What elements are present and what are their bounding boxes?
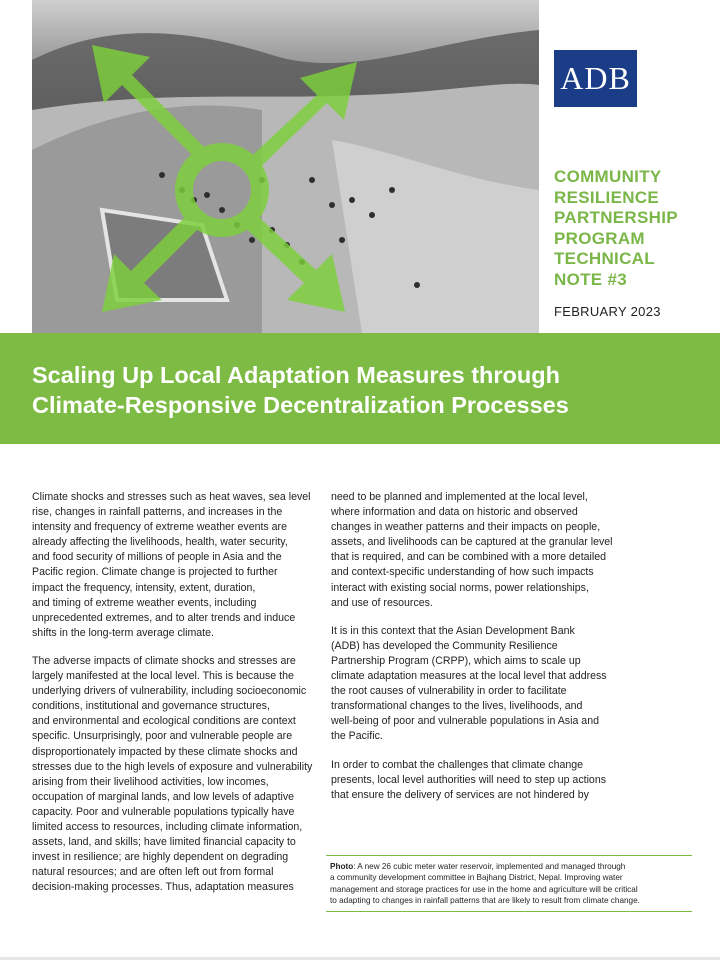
body-paragraph: In order to combat the challenges that climate change presents, local level authorities will need to step up actions that ensure the delivery of services are not hindered by [331, 758, 607, 801]
adb-logo-text: ADB [560, 60, 631, 96]
cover-photo [32, 0, 539, 333]
document-title: Scaling Up Local Adaptation Measures through Climate-Responsive Decentralization Processes [32, 362, 569, 418]
cover-photo-graphic [32, 0, 539, 333]
title-banner [0, 333, 720, 444]
caption-text: : A new 26 cubic meter water reservoir, implemented and managed through a community development committee in Bajhang District, Nepal. Improving water management and storage practices for use in the home and agriculture will be critical to adapting to changes in rainfall patterns that are likely to result from climate change. [330, 862, 640, 906]
publication-date: FEBRUARY 2023 [554, 304, 661, 319]
body-paragraph: It is in this context that the Asian Development Bank (ADB) has developed the Community Resilience Partnership Program (CRPP), which aims to scale up climate adaptation measures at the local level that address the root causes of vulnerability in order to facilitate transformational changes to the lives, livelihoods, and well-being of poor and vulnerable populations in Asia and the Pacific. [331, 624, 607, 743]
series-title: COMMUNITY RESILIENCE PARTNERSHIP PROGRAM TECHNICAL NOTE #3 [554, 167, 678, 289]
body-column-right [331, 490, 613, 816]
body-column-left [32, 490, 314, 908]
page-margin [0, 0, 12, 960]
body-paragraph: The adverse impacts of climate shocks and stresses are largely manifested at the local level. This is because the underlying drivers of vulnerability, including socioeconomic conditions, institutional and governance structures, and environmental and ecological conditions are context specific. Unsurprisingly, poor and vulnerable people are disproportionately impacted by these climate shocks and stresses due to the high levels of exposure and vulnerability arising from their livelihood activities, low incomes, occupation of marginal lands, and low levels of adaptive capacity. Poor and vulnerable populations typically have limited access to resources, including climate information, assets, land, and skills; have limited financial capacity to invest in resilience; are highly dependent on degrading natural resources; and are often left out from formal decision-making processes. Thus, adaptation measures [32, 654, 313, 894]
caption-label: Photo [330, 862, 354, 871]
body-paragraph: Climate shocks and stresses such as heat waves, sea level rise, changes in rainfall patterns, and increases in the intensity and frequency of extreme weather events are already affecting the livelihoods, health, water security, and food security of millions of people in Asia and the Pacific region. Climate change is projected to further impact the frequency, intensity, extent, duration, and timing of extreme weather events, including unprecedented extremes, and to alter trends and induce shifts in the long-term average climate. [32, 491, 311, 639]
adb-logo [554, 50, 637, 107]
body-paragraph: need to be planned and implemented at the local level, where information and data on historic and observed changes in weather patterns and their impacts on people, assets, and livelihoods can be captured at the granular level that is required, and can be combined with a more detailed and context-specific understanding of how such impacts interact with existing social norms, power relationships, and use of resources. [331, 491, 613, 609]
photo-caption [326, 855, 692, 912]
